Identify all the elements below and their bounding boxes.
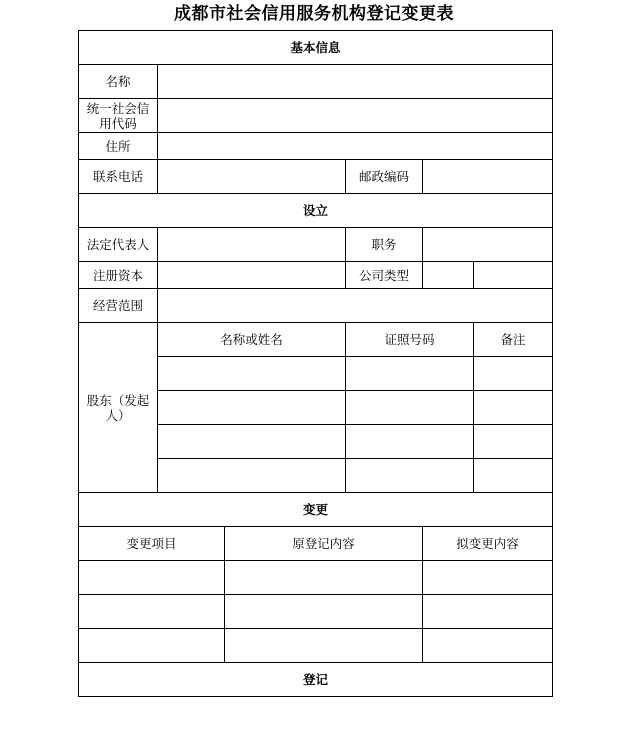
shareholder-remarks-header: 备注 <box>474 323 553 357</box>
section-change-row <box>79 493 553 527</box>
change-item-cell[interactable] <box>79 595 225 629</box>
change-original-header: 原登记内容 <box>225 527 423 561</box>
section-establish-header: 设立 <box>79 194 553 228</box>
shareholder-label: 股东（发起人） <box>79 323 158 493</box>
shareholder-name-cell[interactable] <box>158 357 346 391</box>
shareholder-remarks-cell[interactable] <box>474 391 553 425</box>
capital-field[interactable] <box>158 262 346 289</box>
shareholder-name-cell[interactable] <box>158 391 346 425</box>
shareholder-remarks-cell[interactable] <box>474 425 553 459</box>
change-row <box>79 561 553 595</box>
scope-row <box>79 289 553 323</box>
section-establish-row <box>79 194 553 228</box>
credit-code-field[interactable] <box>158 99 553 133</box>
section-change-header: 变更 <box>79 493 553 527</box>
position-field[interactable] <box>423 228 553 262</box>
change-item-cell[interactable] <box>79 561 225 595</box>
change-row <box>79 595 553 629</box>
change-original-cell[interactable] <box>225 561 423 595</box>
change-header-row <box>79 527 553 561</box>
phone-label: 联系电话 <box>79 160 158 194</box>
section-basic-header: 基本信息 <box>79 31 553 65</box>
shareholder-cert-cell[interactable] <box>346 425 474 459</box>
name-field[interactable] <box>158 65 553 99</box>
name-label: 名称 <box>79 65 158 99</box>
change-proposed-header: 拟变更内容 <box>423 527 553 561</box>
shareholder-cert-cell[interactable] <box>346 391 474 425</box>
address-field[interactable] <box>158 133 553 160</box>
address-label: 住所 <box>79 133 158 160</box>
section-basic-row <box>79 31 553 65</box>
postcode-field[interactable] <box>423 160 553 194</box>
company-type-field[interactable] <box>423 262 474 289</box>
postcode-label: 邮政编码 <box>346 160 423 194</box>
shareholder-name-cell[interactable] <box>158 459 346 493</box>
address-row <box>79 133 553 160</box>
legal-rep-row <box>79 228 553 262</box>
change-row <box>79 629 553 663</box>
change-proposed-cell[interactable] <box>423 629 553 663</box>
capital-label: 注册资本 <box>79 262 158 289</box>
shareholder-name-header: 名称或姓名 <box>158 323 346 357</box>
section-register-row <box>79 663 553 697</box>
shareholder-remarks-cell[interactable] <box>474 357 553 391</box>
change-proposed-cell[interactable] <box>423 595 553 629</box>
change-original-cell[interactable] <box>225 629 423 663</box>
legal-rep-field[interactable] <box>158 228 346 262</box>
credit-code-row <box>79 99 553 133</box>
shareholder-header-row <box>79 323 553 357</box>
change-proposed-cell[interactable] <box>423 561 553 595</box>
phone-field[interactable] <box>158 160 346 194</box>
name-row <box>79 65 553 99</box>
registration-change-form <box>78 30 553 697</box>
phone-row <box>79 160 553 194</box>
scope-label: 经营范围 <box>79 289 158 323</box>
company-type-extra-field[interactable] <box>474 262 553 289</box>
credit-code-label: 统一社会信用代码 <box>79 99 158 133</box>
legal-rep-label: 法定代表人 <box>79 228 158 262</box>
shareholder-cert-header: 证照号码 <box>346 323 474 357</box>
change-item-cell[interactable] <box>79 629 225 663</box>
shareholder-remarks-cell[interactable] <box>474 459 553 493</box>
change-original-cell[interactable] <box>225 595 423 629</box>
change-item-header: 变更项目 <box>79 527 225 561</box>
shareholder-cert-cell[interactable] <box>346 357 474 391</box>
section-register-header: 登记 <box>79 663 553 697</box>
capital-row <box>79 262 553 289</box>
company-type-label: 公司类型 <box>346 262 423 289</box>
page-title: 成都市社会信用服务机构登记变更表 <box>174 4 454 24</box>
shareholder-name-cell[interactable] <box>158 425 346 459</box>
shareholder-cert-cell[interactable] <box>346 459 474 493</box>
scope-field[interactable] <box>158 289 553 323</box>
position-label: 职务 <box>346 228 423 262</box>
